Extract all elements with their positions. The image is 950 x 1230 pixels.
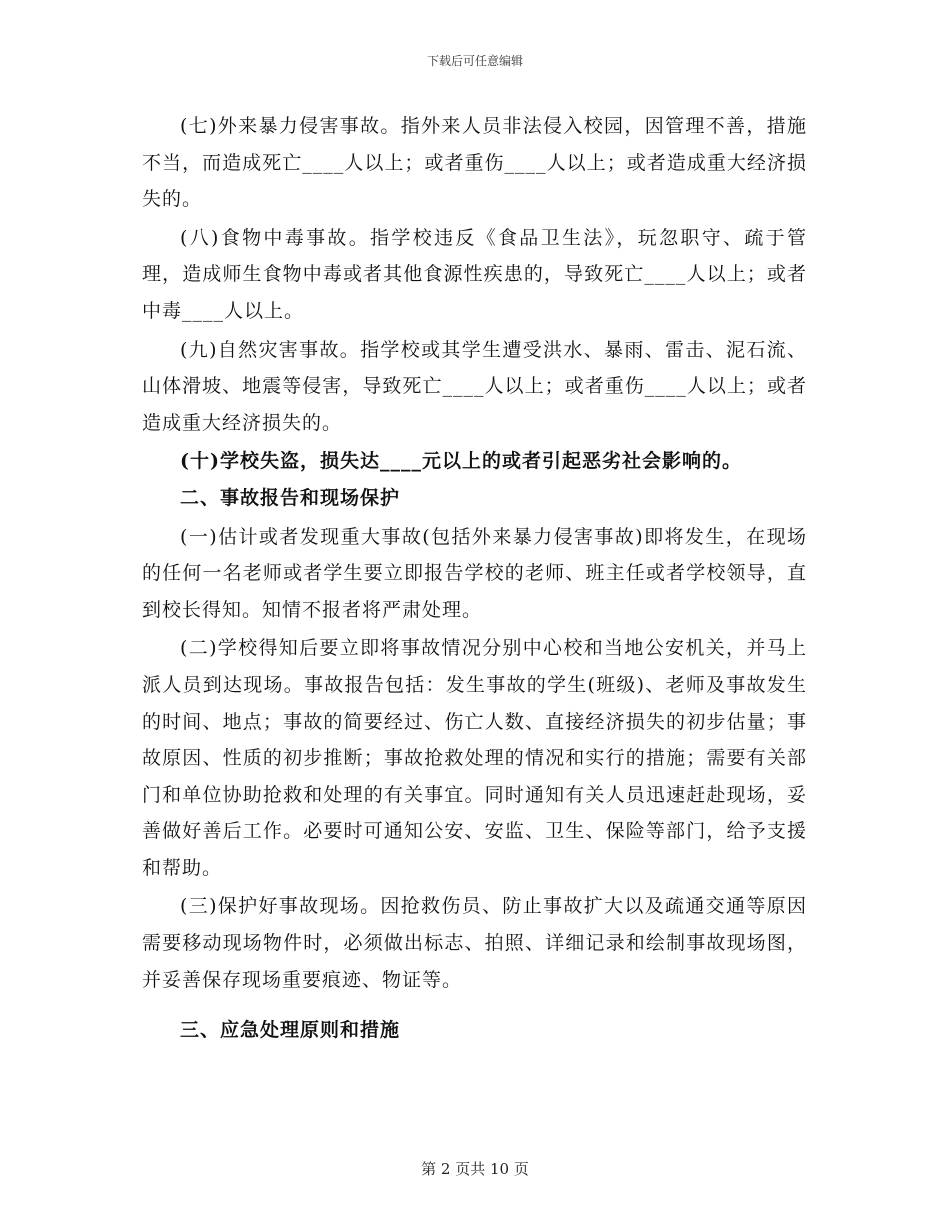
section-heading-3: 三、应急处理原则和措施 (180, 1019, 401, 1042)
section-heading-2: 二、事故报告和现场保护 (180, 486, 401, 509)
paragraph-item-10: (十)学校失盗，损失达____元以上的或者引起恶劣社会影响的。 (180, 450, 742, 473)
page-header: 下载后可任意编辑 (426, 54, 523, 68)
document-body (142, 108, 807, 1049)
paragraph-item-8: (八)食物中毒事故。指学校违反《食品卫生法》，玩忽职守、疏于管理，造成师生食物中毒或者其他食源性疾患的，导致死亡____人以上；或者中毒____人以上。 (142, 226, 807, 322)
paragraph-sub-3: (三)保护好事故现场。因抢救伤员、防止事故扩大以及疏通交通等原因需要移动现场物件时，必须做出标志、拍照、详细记录和绘制事故现场图，并妥善保存现场重要痕迹、物证等。 (142, 895, 807, 991)
paragraph-sub-2: (二)学校得知后要立即将事故情况分别中心校和当地公安机关，并马上派人员到达现场。事故报告包括：发生事故的学生(班级)、老师及事故发生的时间、地点；事故的简要经过、伤亡人数、直接经济损失的初步估量；事故原因、性质的初步推断；事故抢救处理的情况和实行的措施；需要有关部门和单位协助抢救和处理的有关事宜。同时通知有关人员迅速赶赴现场，妥善做好善后工作。必要时可通知公安、安监、卫生、保险等部门，给予支援和帮助。 (142, 637, 807, 879)
paragraph-item-7: (七)外来暴力侵害事故。指外来人员非法侵入校园，因管理不善，措施不当，而造成死亡____人以上；或者重伤____人以上；或者造成重大经济损失的。 (142, 115, 807, 211)
paragraph-item-9: (九)自然灾害事故。指学校或其学生遭受洪水、暴雨、雷击、泥石流、山体滑坡、地震等侵害，导致死亡____人以上；或者重伤____人以上；或者造成重大经济损失的。 (142, 338, 807, 434)
page-footer: 第 2 页共 10 页 (421, 1160, 529, 1178)
paragraph-sub-1: (一)估计或者发现重大事故(包括外来暴力侵害事故)即将发生，在现场的任何一名老师或者学生要立即报告学校的老师、班主任或者学校领导，直到校长得知。知情不报者将严肃处理。 (142, 525, 807, 621)
